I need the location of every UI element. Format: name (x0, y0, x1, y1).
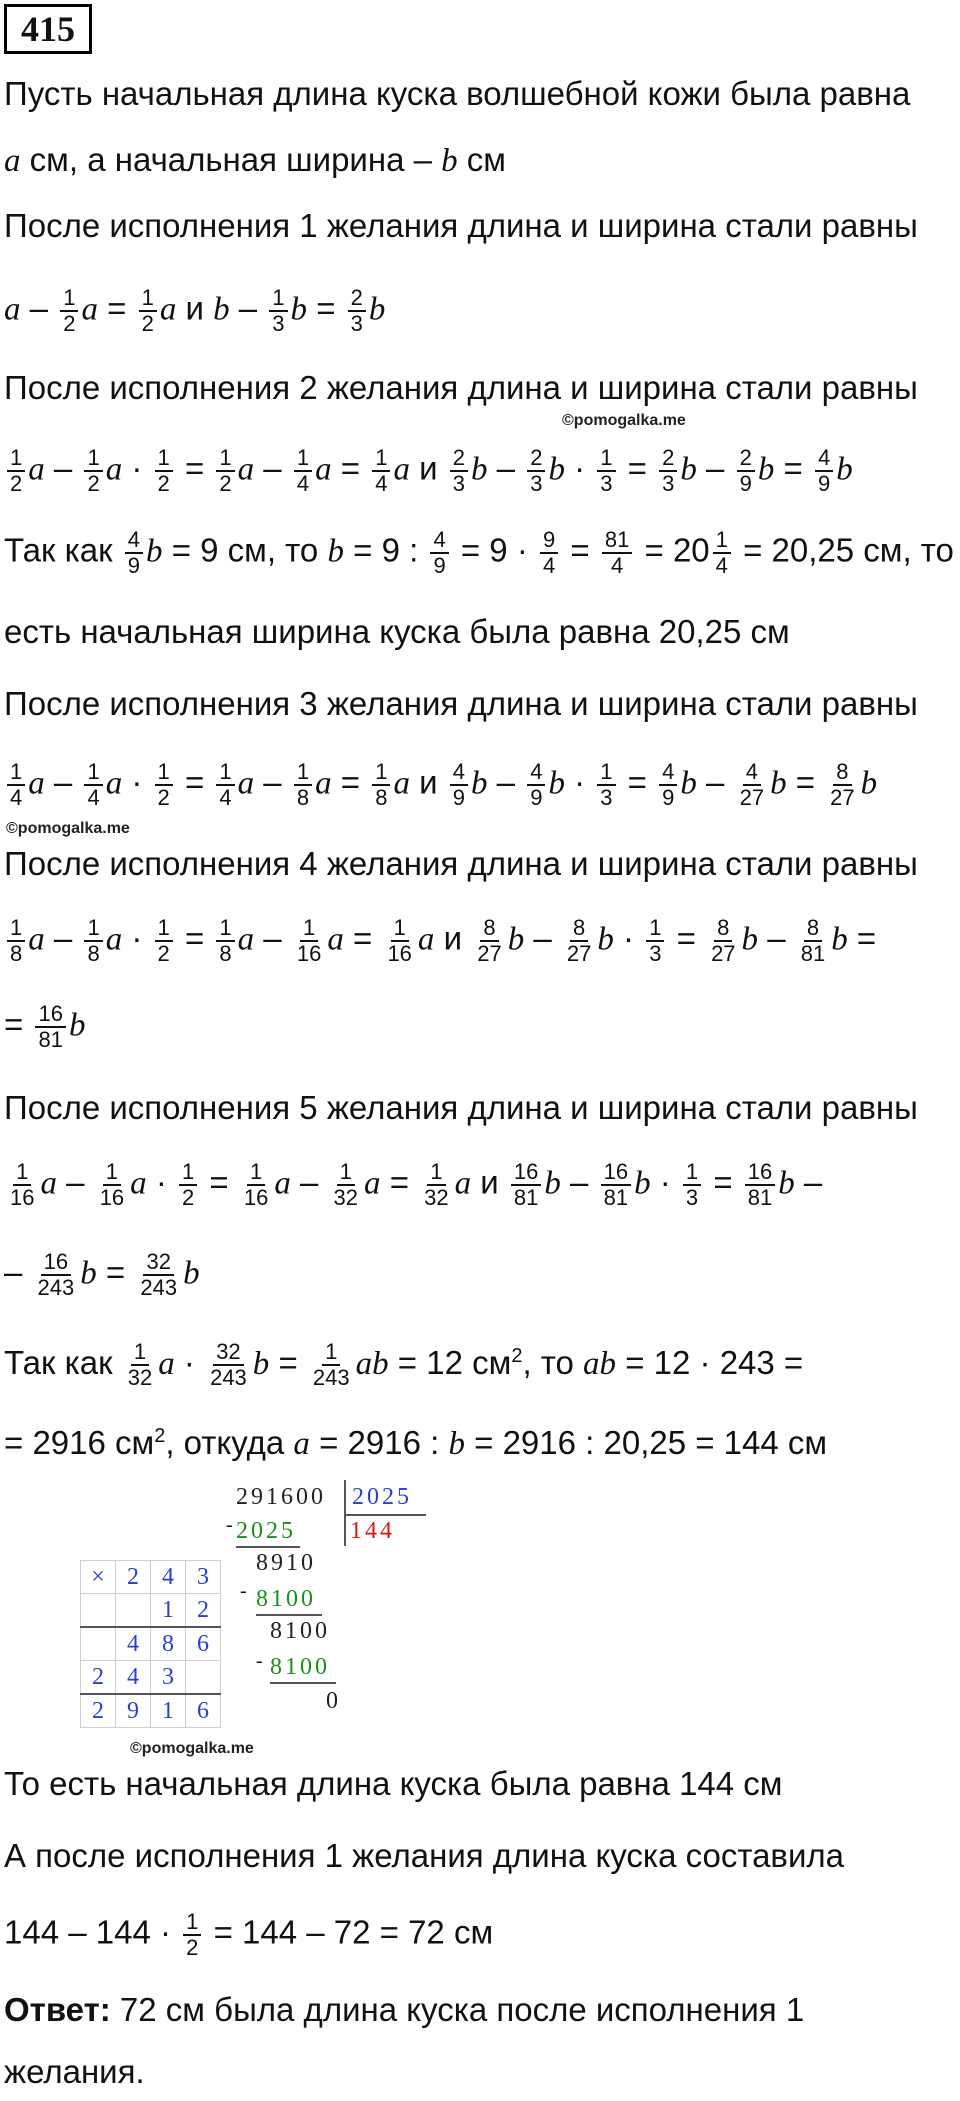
column-multiplication: × 2 4 3 1 2 4 8 6 2 4 3 2 9 1 6 (80, 1560, 221, 1728)
formula-wish-4-cont: = $\frac{16}{81}$ b (4, 1001, 86, 1052)
formula-wish-2: $\frac{1}{2}$ a – $\frac{1}{2}$ a · $\frac{1}{2}$ = $\frac{1}{2}$ a – $\frac{1}{4}$ a = $\frac{1}{4}$ a и $\frac{2}{3}$ b – $\frac{2}{3}$ b · $\frac{1}{3}$ = $\frac{2}{3}$ b – $\frac{2}{9}$ b = $\frac{4}{9}$ b (4, 446, 853, 496)
text-line-11: После исполнения 4 желания длина и ширина стали равны (4, 845, 918, 882)
text-line-7: Так как $\frac{4}{9}$ b = 9 см, то b = 9 : $\frac{4}{9}$ = 9 · $\frac{9}{4}$ = $\frac{81}{4}$ = 20 $\frac{1}{4}$ = 20,25 см, то (4, 527, 954, 578)
multiply-sign: × (81, 1561, 116, 1594)
text-line-2: a см, а начальная ширина – b см (4, 141, 506, 179)
formula-wish-5: $\frac{1}{16}$ a – $\frac{1}{16}$ a · $\frac{1}{2}$ = $\frac{1}{16}$ a – $\frac{1}{32}$ a = $\frac{1}{32}$ a и $\frac{16}{81}$ b – $\frac{16}{81}$ b · $\frac{1}{3}$ = $\frac{16}{81}$ b – (10, 1159, 823, 1210)
answer-line: Ответ: 72 см была длина куска после исполнения 1 (4, 1991, 805, 2028)
watermark: ©pomogalka.me (130, 1740, 254, 1757)
text-line-19: То есть начальная длина куска была равна 144 см (4, 1765, 783, 1802)
text-line-20: А после исполнения 1 желания длина куска составила (4, 1837, 845, 1874)
text-line-8: есть начальная ширина куска была равна 20,25 см (4, 613, 790, 650)
formula-wish-3: $\frac{1}{4}$ a – $\frac{1}{4}$ a · $\frac{1}{2}$ = $\frac{1}{4}$ a – $\frac{1}{8}$ a = $\frac{1}{8}$ a и $\frac{4}{9}$ b – $\frac{4}{9}$ b · $\frac{1}{3}$ = $\frac{4}{9}$ b – $\frac{4}{27}$ b = $\frac{8}{27}$ b (4, 760, 877, 810)
text-line-5: После исполнения 2 желания длина и ширина стали равны (4, 369, 918, 406)
watermark: ©pomogalka.me (562, 412, 686, 429)
watermark: ©pomogalka.me (6, 820, 130, 837)
text-line-21: 144 – 144 · $\frac{1}{2}$ = 144 – 72 = 72 см (4, 1909, 494, 1960)
text-line-17: Так как $\frac{1}{32}$ a · $\frac{32}{243}$ b = $\frac{1}{243}$ ab = 12 $см^2$, то ab = 12 · 243 = (4, 1339, 804, 1391)
text-line-18: = 2916 $см^2$, откуда a = 2916 : b = 2916 : 20,25 = 144 см (4, 1424, 828, 1462)
text-line-14: После исполнения 5 желания длина и ширина стали равны (4, 1089, 918, 1126)
answer-line-2: желания. (4, 2053, 145, 2090)
long-division: 291600 2025 144 - 2025 8910 - 8100 8100 - 8100 0 (222, 1480, 422, 1730)
formula-wish-5-cont: – $\frac{16}{243}$ b = $\frac{32}{243}$ b (4, 1249, 200, 1300)
text-line-3: После исполнения 1 желания длина и ширина стали равны (4, 207, 918, 244)
text-line-1: Пусть начальная длина куска волшебной кожи была равна (4, 75, 911, 112)
formula-wish-4: $\frac{1}{8}$ a – $\frac{1}{8}$ a · $\frac{1}{2}$ = $\frac{1}{8}$ a – $\frac{1}{16}$ a = $\frac{1}{16}$ a и $\frac{8}{27}$ b – $\frac{8}{27}$ b · $\frac{1}{3}$ = $\frac{8}{27}$ b – $\frac{8}{81}$ b = (4, 916, 876, 966)
text-line-9: После исполнения 3 желания длина и ширина стали равны (4, 685, 918, 722)
problem-number: 415 (4, 4, 92, 54)
formula-wish-1: a – $\frac{1}{2}$ a = $\frac{1}{2}$ a и b – $\frac{1}{3}$ b = $\frac{2}{3}$ b (4, 285, 386, 336)
